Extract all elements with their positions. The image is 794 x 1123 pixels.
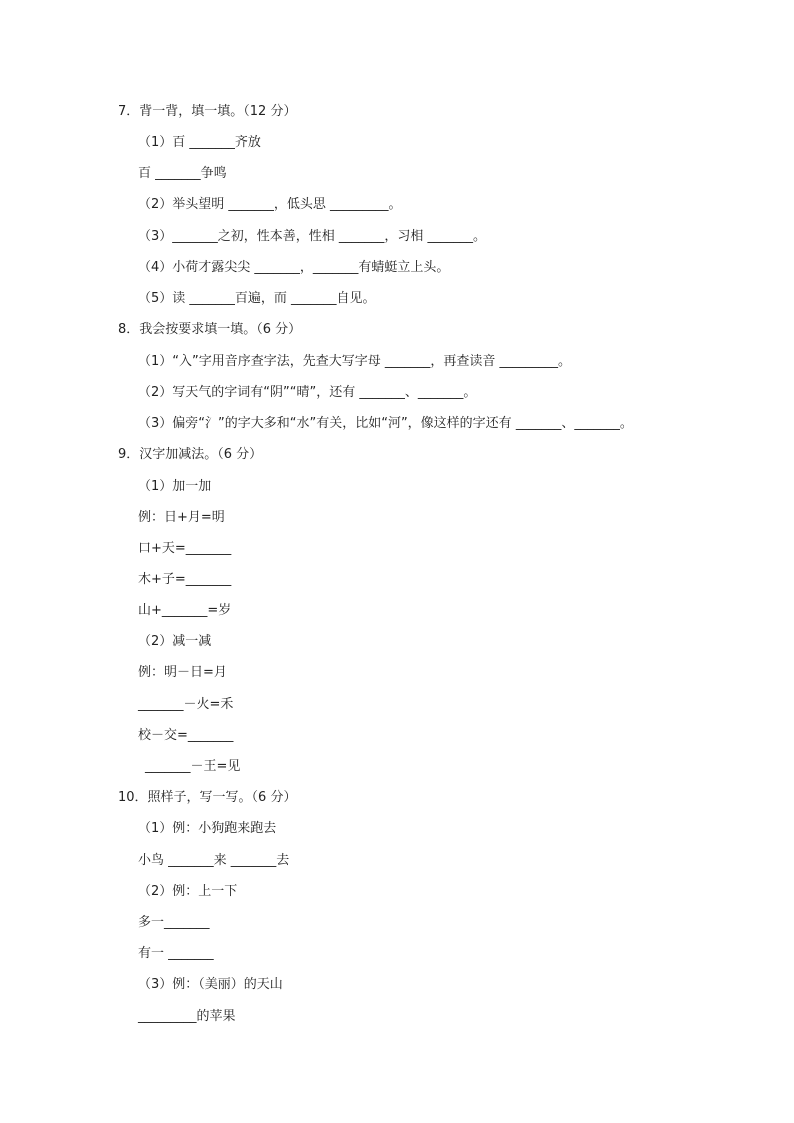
question-9-item-2b: 校－交=_______ bbox=[138, 728, 234, 743]
question-9-part-1: （1）加一加 bbox=[138, 479, 212, 494]
question-9-item-1a: 口+天=_______ bbox=[138, 541, 232, 556]
question-9-item-2a: _______－火=禾 bbox=[138, 697, 234, 712]
question-10-title: 10．照样子，写一写。（6 分） bbox=[118, 790, 297, 805]
question-7-item-3: （3）_______之初，性本善，性相 _______，习相 _______。 bbox=[138, 229, 487, 244]
question-8-title: 8．我会按要求填一填。（6 分） bbox=[118, 322, 302, 337]
question-9-item-1c: 山+_______=岁 bbox=[138, 603, 232, 618]
question-10-item-2b: 有一 _______ bbox=[138, 946, 214, 961]
question-10-part-2: （2）例：上一下 bbox=[138, 884, 238, 899]
question-7-title: 7．背一背，填一填。（12 分） bbox=[118, 104, 297, 119]
question-8-item-3: （3）偏旁“氵”的字大多和“水”有关，比如“河”，像这样的字还有 _______、_______。 bbox=[138, 416, 633, 431]
question-9-example-1: 例：日+月=明 bbox=[138, 510, 225, 525]
question-7-item-1b: 百 _______争鸣 bbox=[138, 166, 227, 181]
question-10-part-1: （1）例：小狗跑来跑去 bbox=[138, 821, 277, 836]
question-7-item-2: （2）举头望明 _______，低头思 _________。 bbox=[138, 197, 402, 212]
question-9-example-2: 例：明－日=月 bbox=[138, 665, 227, 680]
question-9-item-2c: _______－王=见 bbox=[145, 759, 241, 774]
question-7-item-5: （5）读 _______百遍，而 _______自见。 bbox=[138, 291, 376, 306]
question-8-item-2: （2）写天气的字词有“阴”“晴”，还有 _______、_______。 bbox=[138, 385, 477, 400]
question-9-part-2: （2）减一减 bbox=[138, 634, 212, 649]
question-10-item-1a: 小鸟 _______来 _______去 bbox=[138, 853, 290, 868]
question-10-item-3a: _________的苹果 bbox=[138, 1009, 236, 1024]
question-9-title: 9．汉字加减法。（6 分） bbox=[118, 447, 263, 462]
question-10-item-2a: 多一_______ bbox=[138, 915, 210, 930]
question-7-item-4: （4）小荷才露尖尖 _______，_______有蜻蜓立上头。 bbox=[138, 260, 450, 275]
question-8-item-1: （1）“入”字用音序查字法，先查大写字母 _______，再查读音 _________。 bbox=[138, 354, 572, 369]
question-10-part-3: （3）例：（美丽）的天山 bbox=[138, 977, 283, 992]
question-9-item-1b: 木+子=_______ bbox=[138, 572, 232, 587]
question-7-item-1a: （1）百 _______齐放 bbox=[138, 135, 261, 150]
